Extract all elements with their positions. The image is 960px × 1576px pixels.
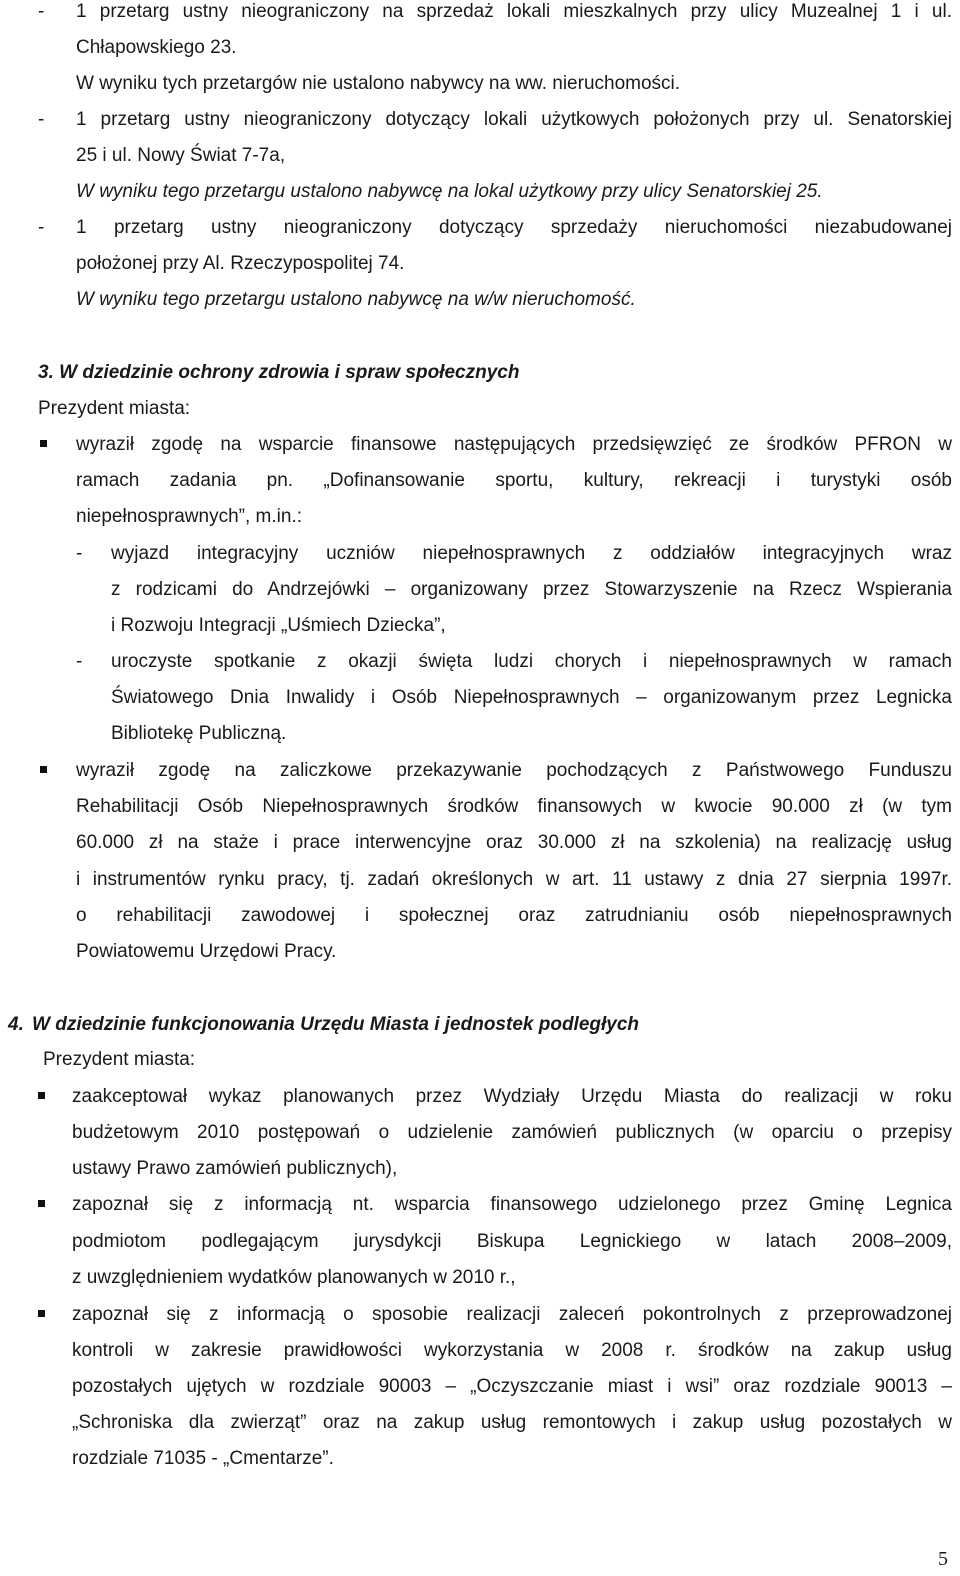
text-line: wyjazd integracyjny uczniów niepełnosprawnych z oddziałów integracyjnych wraz xyxy=(111,543,952,564)
text-line: Rehabilitacji Osób Niepełnosprawnych środków finansowych w kwocie 90.000 zł (w tym xyxy=(76,796,952,817)
text-line: i Rozwoju Integracji „Uśmiech Dziecka”, xyxy=(111,615,446,636)
text-line: ramach zadania pn. „Dofinansowanie sportu, kultury, rekreacji i turystyki osób xyxy=(76,470,952,491)
text-line: zaakceptował wykaz planowanych przez Wydziały Urzędu Miasta do realizacji w roku xyxy=(72,1086,952,1107)
text-line: 1 przetarg ustny nieograniczony dotyczący lokali użytkowych położonych przy ul. Senatorskiej xyxy=(76,109,952,130)
text-line: 1 przetarg ustny nieograniczony dotyczący sprzedaży nieruchomości niezabudowanej xyxy=(76,217,952,238)
section-heading-4-number: 4. xyxy=(8,1014,24,1035)
text-line: zapoznał się z informacją o sposobie realizacji zaleceń pokontrolnych z przeprowadzonej xyxy=(72,1304,952,1325)
text-line: niepełnosprawnych”, m.in.: xyxy=(76,506,302,527)
text-line: „Schroniska dla zwierząt” oraz na zakup usług remontowych i zakup usług pozostałych w xyxy=(72,1412,952,1433)
text-line: podmiotom podlegającym jurysdykcji Biskupa Legnickiego w latach 2008–2009, xyxy=(72,1231,952,1252)
text-line: wyraził zgodę na wsparcie finansowe następujących przedsięwzięć ze środków PFRON w xyxy=(76,434,952,455)
bullet-square-icon xyxy=(38,1310,45,1317)
text-line: 1 przetarg ustny nieograniczony na sprzedaż lokali mieszkalnych przy ulicy Muzealnej 1 i ul. xyxy=(76,1,952,22)
list-dash: - xyxy=(76,543,83,564)
list-dash: - xyxy=(76,651,83,672)
list-dash: - xyxy=(38,109,45,130)
section-heading-4: W dziedzinie funkcjonowania Urzędu Miasta i jednostek podległych xyxy=(32,1014,640,1035)
list-dash: - xyxy=(38,217,45,238)
bullet-square-icon xyxy=(40,766,47,773)
text-line: zapoznał się z informacją nt. wsparcia finansowego udzielonego przez Gminę Legnica xyxy=(72,1194,952,1215)
text-line: o rehabilitacji zawodowej i społecznej oraz zatrudnianiu osób niepełnosprawnych xyxy=(76,905,952,926)
bullet-square-icon xyxy=(38,1092,45,1099)
page-number: 5 xyxy=(938,1548,948,1570)
text-line: Chłapowskiego 23. xyxy=(76,37,237,58)
text-line: budżetowym 2010 postępowań o udzielenie zamówień publicznych (w oparciu o przepisy xyxy=(72,1122,952,1143)
section-subheading: Prezydent miasta: xyxy=(38,398,191,419)
list-dash: - xyxy=(38,1,45,22)
text-line: wyraził zgodę na zaliczkowe przekazywanie pochodzących z Państwowego Funduszu xyxy=(76,760,952,781)
text-line: uroczyste spotkanie z okazji święta ludzi chorych i niepełnosprawnych w ramach xyxy=(111,651,952,672)
text-line: położonej przy Al. Rzeczypospolitej 74. xyxy=(76,253,405,274)
text-line: i instrumentów rynku pracy, tj. zadań określonych w art. 11 ustawy z dnia 27 sierpnia 1997r. xyxy=(76,869,952,890)
text-line: rozdziale 71035 - „Cmentarze”. xyxy=(72,1448,334,1469)
text-line: ustawy Prawo zamówień publicznych), xyxy=(72,1158,398,1179)
text-line: Powiatowemu Urzędowi Pracy. xyxy=(76,941,337,962)
text-line: 25 i ul. Nowy Świat 7-7a, xyxy=(76,145,286,166)
result-note: W wyniku tego przetargu ustalono nabywcę na w/w nieruchomość. xyxy=(76,289,636,310)
text-line: Światowego Dnia Inwalidy i Osób Niepełnosprawnych – organizowanym przez Legnicka xyxy=(111,687,952,708)
text-line: z rodzicami do Andrzejówki – organizowany przez Stowarzyszenie na Rzecz Wspierania xyxy=(111,579,952,600)
text-line: 60.000 zł na staże i prace interwencyjne oraz 30.000 zł na szkolenia) na realizację usług xyxy=(76,832,952,853)
text-line: W wyniku tych przetargów nie ustalono nabywcy na ww. nieruchomości. xyxy=(76,73,681,94)
result-note: W wyniku tego przetargu ustalono nabywcę na lokal użytkowy przy ulicy Senatorskiej 25. xyxy=(76,181,823,202)
text-line: kontroli w zakresie prawidłowości wykorzystania w 2008 r. środków na zakup usług xyxy=(72,1340,952,1361)
bullet-square-icon xyxy=(38,1200,45,1207)
section-subheading: Prezydent miasta: xyxy=(43,1049,196,1070)
text-line: Bibliotekę Publiczną. xyxy=(111,723,287,744)
section-heading-3: 3. W dziedzinie ochrony zdrowia i spraw społecznych xyxy=(38,362,520,383)
text-line: pozostałych ujętych w rozdziale 90003 – „Oczyszczanie miast i wsi” oraz rozdziale 90013 – xyxy=(72,1376,952,1397)
bullet-square-icon xyxy=(40,440,47,447)
text-line: z uwzględnieniem wydatków planowanych w 2010 r., xyxy=(72,1267,516,1288)
